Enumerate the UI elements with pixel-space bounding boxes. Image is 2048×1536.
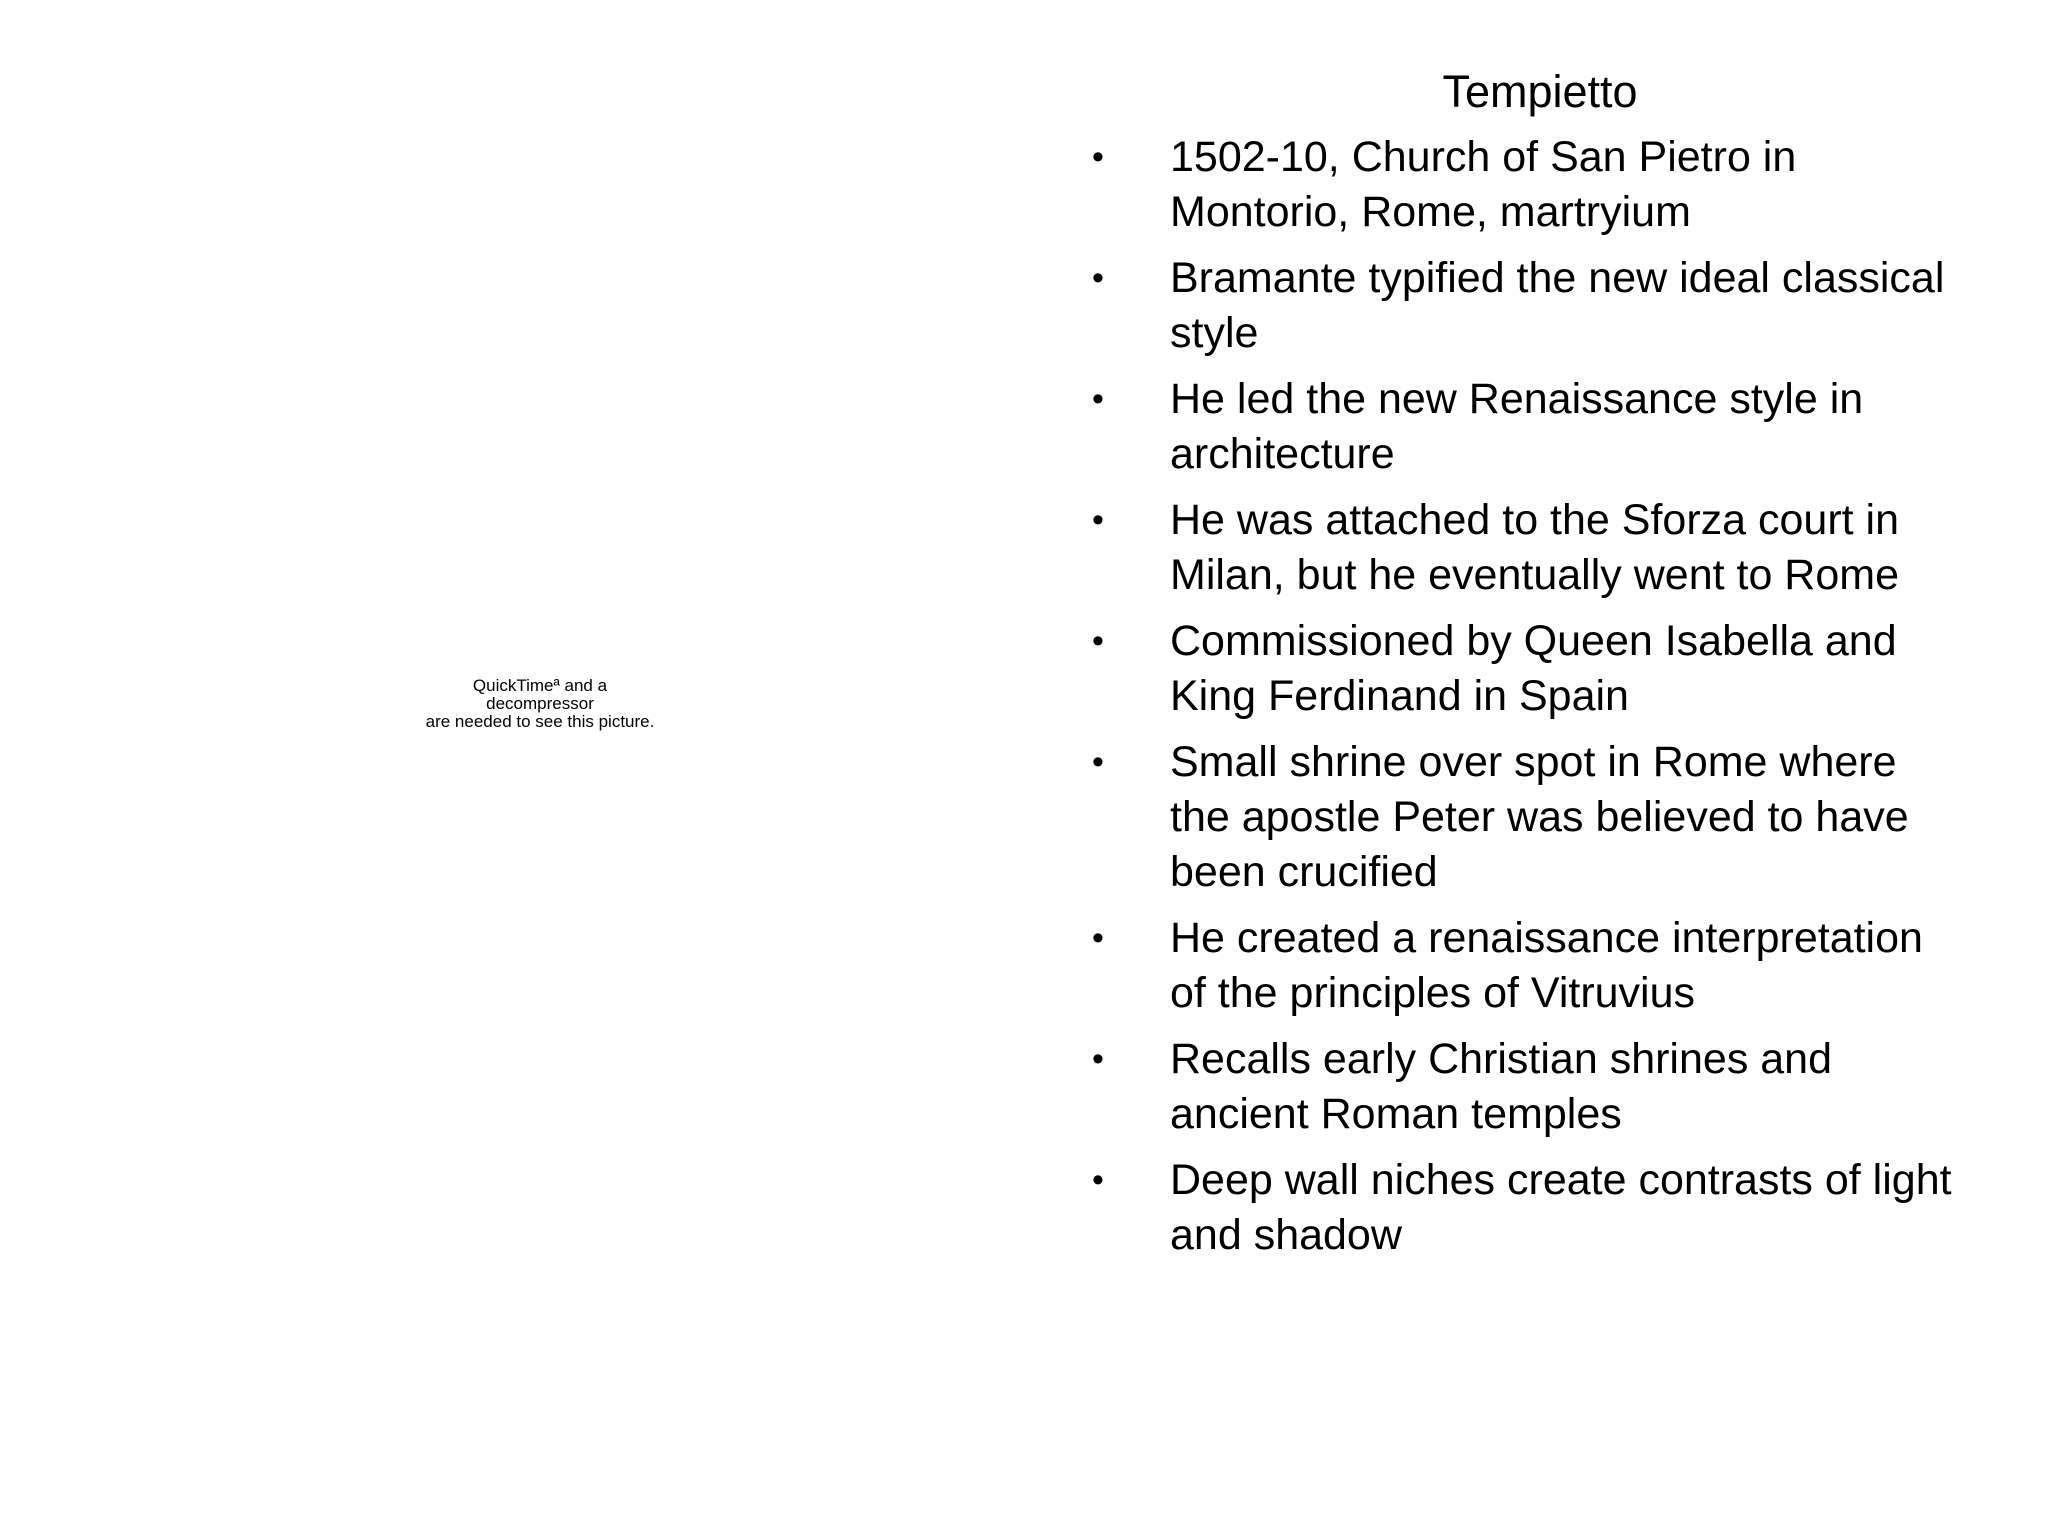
bullet-line: He led the new Renaissance style in [1170, 375, 1864, 423]
bullet-line: King Ferdinand in Spain [1170, 672, 1629, 720]
bullet-text [1170, 1153, 2030, 1263]
bullet-dot: • [1092, 1161, 1104, 1199]
bullet-text [1170, 911, 2030, 1021]
bullet-line: Commissioned by Queen Isabella and [1170, 617, 1897, 665]
bullet-dot: • [1092, 501, 1104, 539]
placeholder-line: are needed to see this picture. [425, 712, 655, 731]
bullet-line: architecture [1170, 430, 1395, 478]
bullet-item [1080, 493, 2030, 603]
bullet-item [1080, 251, 2030, 361]
bullet-text [1170, 493, 2030, 603]
bullet-line: Bramante typified the new ideal classical [1170, 254, 1945, 302]
bullet-line: 1502-10, Church of San Pietro in [1170, 133, 1797, 181]
bullet-text [1170, 614, 2030, 724]
bullet-list [1080, 130, 2030, 1274]
placeholder-line: decompressor [486, 694, 594, 713]
bullet-dot: • [1092, 1040, 1104, 1078]
bullet-line: Montorio, Rome, martryium [1170, 188, 1691, 236]
bullet-text [1170, 251, 2030, 361]
bullet-item [1080, 130, 2030, 240]
slide-title: Tempietto [1442, 66, 1638, 117]
bullet-line: of the principles of Vitruvius [1170, 969, 1696, 1017]
bullet-line: Recalls early Christian shrines and [1170, 1035, 1833, 1083]
bullet-line: Small shrine over spot in Rome where [1170, 738, 1897, 786]
bullet-dot: • [1092, 138, 1104, 176]
bullet-line: been crucified [1170, 848, 1438, 896]
bullet-text [1170, 130, 2030, 240]
bullet-item [1080, 372, 2030, 482]
bullet-dot: • [1092, 622, 1104, 660]
bullet-line: style [1170, 309, 1259, 357]
bullet-text [1170, 1032, 2030, 1142]
bullet-item [1080, 1153, 2030, 1263]
bullet-line: He created a renaissance interpretation [1170, 914, 1923, 962]
bullet-line: and shadow [1170, 1211, 1402, 1259]
bullet-item [1080, 614, 2030, 724]
bullet-dot: • [1092, 743, 1104, 781]
placeholder-line: QuickTimeª and a [472, 676, 608, 695]
bullet-dot: • [1092, 919, 1104, 957]
bullet-line: Milan, but he eventually went to Rome [1170, 551, 1900, 599]
bullet-item [1080, 911, 2030, 1021]
bullet-line: He was attached to the Sforza court in [1170, 496, 1900, 544]
bullet-item [1080, 1032, 2030, 1142]
bullet-line: the apostle Peter was believed to have [1170, 793, 1909, 841]
bullet-dot: • [1092, 380, 1104, 418]
bullet-dot: • [1092, 259, 1104, 297]
bullet-line: ancient Roman temples [1170, 1090, 1622, 1138]
image-placeholder [390, 677, 690, 731]
bullet-text [1170, 372, 2030, 482]
bullet-item [1080, 735, 2030, 900]
bullet-text [1170, 735, 2030, 900]
bullet-line: Deep wall niches create contrasts of light [1170, 1156, 1952, 1204]
